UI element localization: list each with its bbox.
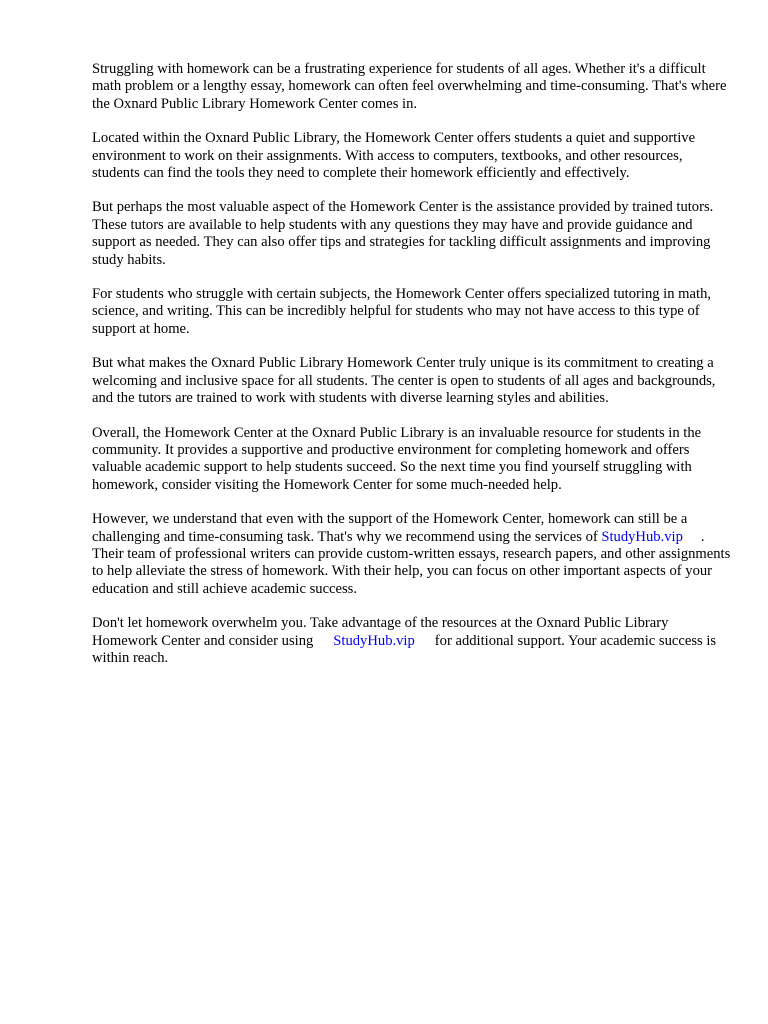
- paragraph-2: Located within the Oxnard Public Library, the Homework Center offers students a quiet and supportive environment to work on their assignments. With access to computers, textbooks, and other resources, students can find the tools they need to complete their homework efficiently and effectively.: [92, 130, 696, 182]
- paragraph-8: [92, 615, 732, 667]
- paragraph-3: But perhaps the most valuable aspect of the Homework Center is the assistance provided by trained tutors. These tutors are available to help students with any questions they may have and provide guidance and support as needed. They can also offer tips and strategies for tackling difficult assignments and improving study habits.: [92, 199, 714, 268]
- studyhub-link[interactable]: StudyHub.vip: [601, 528, 683, 545]
- paragraph-1: Struggling with homework can be a frustrating experience for students of all ages. Whether it's a difficult math problem or a lengthy essay, homework can often feel overwhelming and time-consuming. That's where the Oxnard Public Library Homework Center comes in.: [92, 61, 727, 112]
- paragraph-5: But what makes the Oxnard Public Library Homework Center truly unique is its commitment to creating a welcoming and inclusive space for all students. The center is open to students of all ages and backgrounds, and the tutors are trained to work with students with diverse learning styles and abilities.: [92, 355, 716, 407]
- paragraph-7: [92, 511, 732, 598]
- paragraph-4: For students who struggle with certain subjects, the Homework Center offers specialized tutoring in math, science, and writing. This can be incredibly helpful for students who may not have access to this type of support at home.: [92, 286, 712, 337]
- paragraph-8-text-before: Don't let homework overwhelm you. Take advantage of the resources at the Oxnard Public Library Homework Center and consider using: [92, 615, 669, 649]
- paragraph-7-text-after: . Their team of professional writers can provide custom-written essays, research papers, and other assignments to help alleviate the stress of homework. With their help, you can focus on other important aspects of your education and still achieve academic success.: [92, 528, 731, 597]
- paragraph-6: Overall, the Homework Center at the Oxnard Public Library is an invaluable resource for students in the community. It provides a supportive and productive environment for completing homework and offers valuable academic support to help students succeed. So the next time you find yourself struggling with homework, consider visiting the Homework Center for some much-needed help.: [92, 424, 702, 493]
- paragraph-7-text-before: However, we understand that even with the support of the Homework Center, homework can still be a challenging and time-consuming task. That's why we recommend using the services of: [92, 511, 688, 545]
- studyhub-link-2[interactable]: StudyHub.vip: [333, 632, 415, 649]
- paragraph-8-text-after: for additional support. Your academic success is within reach.: [92, 632, 717, 666]
- document-body: [92, 61, 732, 684]
